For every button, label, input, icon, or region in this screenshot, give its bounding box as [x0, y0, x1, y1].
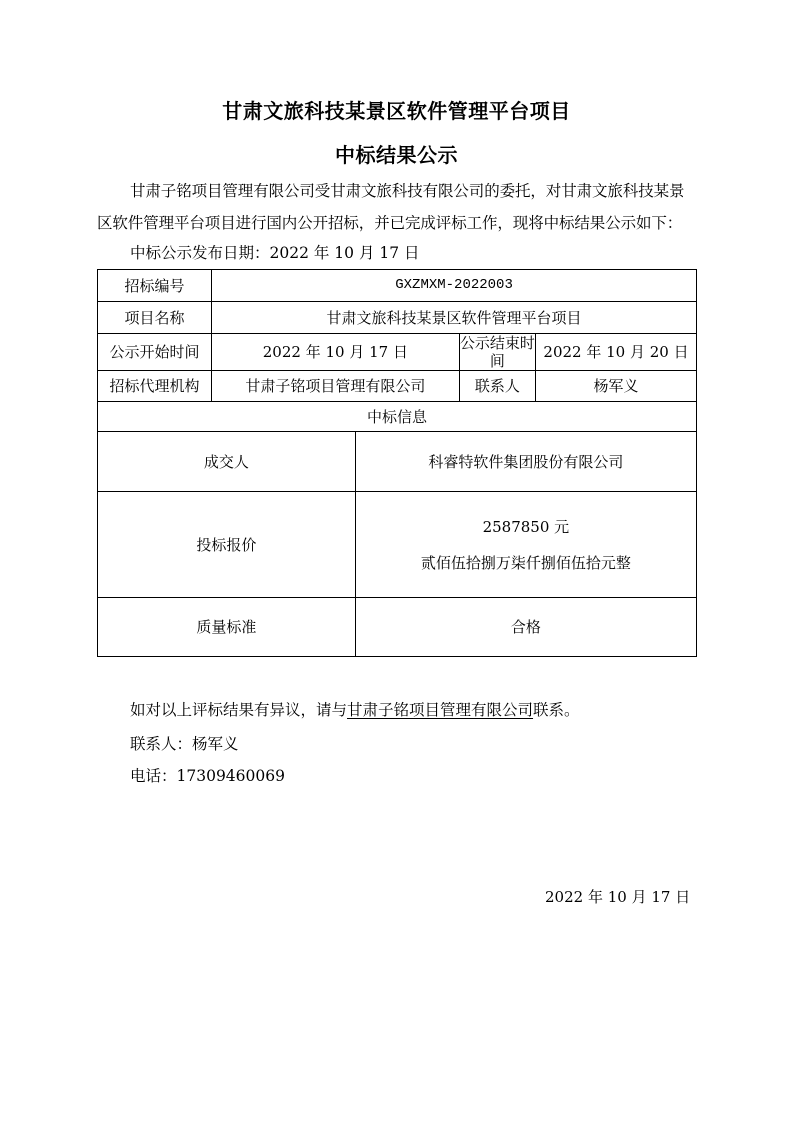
contact-value: 杨军义 — [536, 371, 697, 402]
agency-value: 甘肃子铭项目管理有限公司 — [212, 371, 460, 402]
award-info-header: 中标信息 — [98, 402, 697, 432]
bid-no-label: 招标编号 — [98, 270, 212, 302]
table-row — [98, 432, 697, 492]
agency-link: 甘肃子铭项目管理有限公司 — [347, 701, 534, 719]
project-name-label: 项目名称 — [98, 302, 212, 334]
agency-label: 招标代理机构 — [98, 371, 212, 402]
price-numeric: 2587850 元 — [482, 517, 570, 536]
signature-date: 2022 年 10 月 17 日 — [545, 888, 691, 906]
objection-suffix: 联系。 — [533, 701, 580, 719]
price-label: 投标报价 — [98, 492, 356, 598]
end-time-label: 公示结束时间 — [459, 334, 535, 370]
bid-no-value: GXZMXM-2022003 — [212, 270, 697, 302]
intro-paragraph-line1: 甘肃子铭项目管理有限公司受甘肃文旅科技有限公司的委托，对甘肃文旅科技某景 — [130, 182, 685, 200]
publish-date: 中标公示发布日期：2022 年 10 月 17 日 — [130, 244, 420, 262]
objection-note — [130, 698, 580, 720]
start-time-value: 2022 年 10 月 17 日 — [212, 334, 460, 371]
document-subtitle: 中标结果公示 — [335, 143, 458, 167]
contact-phone: 电话：17309460069 — [130, 767, 285, 785]
price-words: 贰佰伍拾捌万柒仟捌佰伍拾元整 — [420, 553, 631, 572]
contact-person: 联系人：杨军义 — [130, 735, 239, 753]
bid-result-table — [97, 269, 697, 657]
objection-prefix: 如对以上评标结果有异议，请与 — [130, 701, 348, 719]
quality-value: 合格 — [355, 598, 696, 657]
table-row — [98, 492, 697, 598]
price-cell — [355, 492, 696, 598]
end-time-value: 2022 年 10 月 20 日 — [536, 334, 697, 371]
quality-label: 质量标准 — [98, 598, 356, 657]
winner-label: 成交人 — [98, 432, 356, 492]
document-title: 甘肃文旅科技某景区软件管理平台项目 — [222, 99, 571, 123]
project-name-value: 甘肃文旅科技某景区软件管理平台项目 — [212, 302, 697, 334]
table-row — [98, 371, 697, 402]
table-row — [98, 270, 697, 302]
table-row — [98, 334, 697, 371]
table-row — [98, 302, 697, 334]
intro-paragraph-line2: 区软件管理平台项目进行国内公开招标，并已完成评标工作，现将中标结果公示如下： — [97, 214, 683, 232]
winner-value: 科睿特软件集团股份有限公司 — [355, 432, 696, 492]
table-row — [98, 598, 697, 657]
start-time-label: 公示开始时间 — [98, 334, 212, 371]
contact-label: 联系人 — [459, 371, 535, 402]
table-row — [98, 402, 697, 432]
